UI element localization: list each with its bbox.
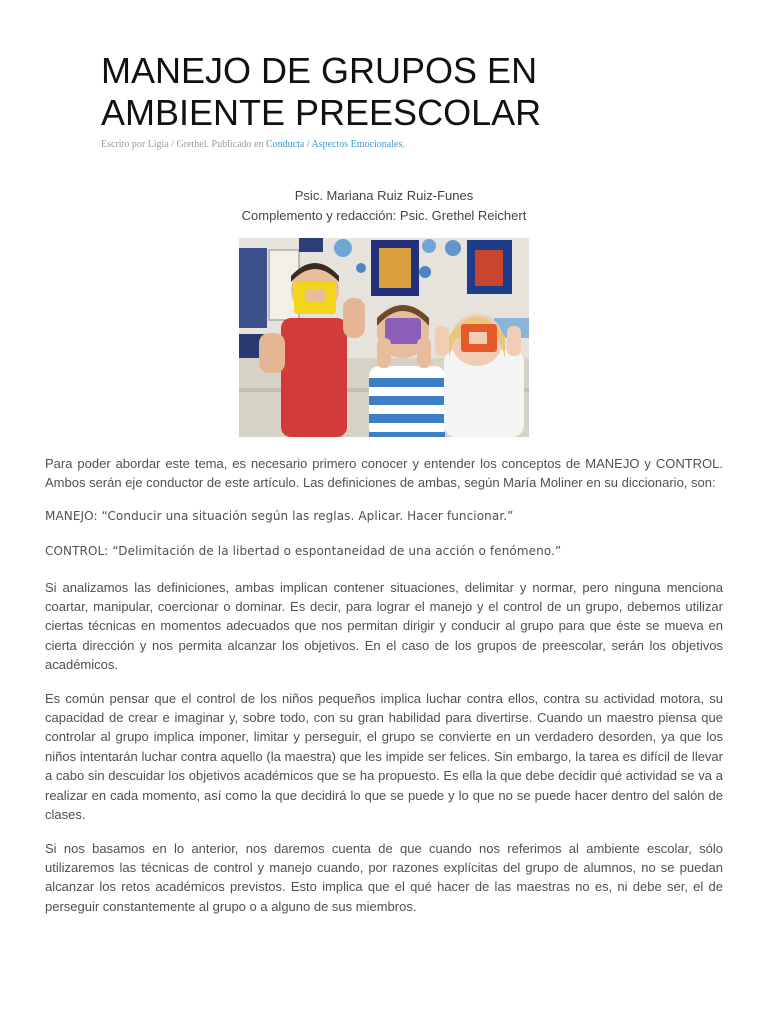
category-link[interactable]: Conducta / Aspectos Emocionales bbox=[265, 139, 403, 150]
byline-suffix: . bbox=[402, 139, 405, 150]
article-title bbox=[101, 50, 661, 134]
paragraph-conclusion: Si nos basamos en lo anterior, nos daremos cuenta de que cuando nos referimos al ambiente escolar, sólo utilizaremos las técnicas de control y manejo cuando, por razones explícitas del grupo de alumnos, no se puedan alcanzar los retos académicos previstos. Esto implica que el qué hacer de las maestras no es, ni debe ser, el de perseguir constantemente al grupo o a alguno de sus miembros. bbox=[45, 840, 723, 914]
paragraph-common-belief: Es común pensar que el control de los niños pequeños implica luchar contra ellos, contra su actividad motora, su capacidad de crear e imaginar y, sobre todo, con su gran habilidad para divertirse. Cuando un maestro piensa que controlar al grupo implica imponer, limitar y perseguir, el grupo se convierte en un verdadero desorden, ya que los niños intentarán luchar contra aquello (la maestra) que les impide ser felices. Sin embargo, la tarea es difícil de llevar a cabo sin descuidar los objetivos académicos que se ha propuesto. Es ella la que debe decidir qué actividad se va a realizar en cada momento, así como la que decidirá lo que se puede y lo que no se puede hacer dentro del salón de clases. bbox=[45, 690, 723, 823]
paragraph-intro: Para poder abordar este tema, es necesario primero conocer y entender los conceptos de MANEJO y CONTROL. Ambos serán eje conductor de este artículo. Las definiciones de ambas, según María Moliner en su diccionario, son: bbox=[45, 456, 723, 491]
definition-manejo: MANEJO: “Conducir una situación según las reglas. Aplicar. Hacer funcionar.” bbox=[45, 508, 514, 523]
title-line-2: AMBIENTE PREESCOLAR bbox=[101, 92, 542, 133]
article-byline bbox=[101, 139, 405, 150]
author-credits bbox=[0, 186, 768, 226]
paragraph-analysis: Si analizamos las definiciones, ambas implican contener situaciones, delimitar y normar, pero ninguna menciona coartar, manipular, coercionar o dominar. Es decir, para lograr el manejo y el control de un grupo, debemos utilizar ciertas técnicas en momentos adecuados que nos permitan dirigir y conducir al grupo para que éste se mueva en cierta dirección y nos permita alcanzar los objetivos. En el caso de los grupos de preescolar, serán los objetivos académicos. bbox=[45, 579, 723, 673]
title-line-1: MANEJO DE GRUPOS EN bbox=[101, 50, 538, 91]
article-body bbox=[45, 454, 723, 930]
definition-control: CONTROL: “Delimitación de la libertad o espontaneidad de una acción o fenómeno.” bbox=[45, 544, 562, 559]
byline-prefix: Escrito por Ligia / Grethel. Publicado en bbox=[101, 139, 264, 150]
author-line-1: Psic. Mariana Ruiz Ruiz-Funes bbox=[294, 188, 474, 203]
author-line-2: Complemento y redacción: Psic. Grethel Reichert bbox=[241, 208, 527, 223]
article-photo bbox=[239, 238, 529, 437]
